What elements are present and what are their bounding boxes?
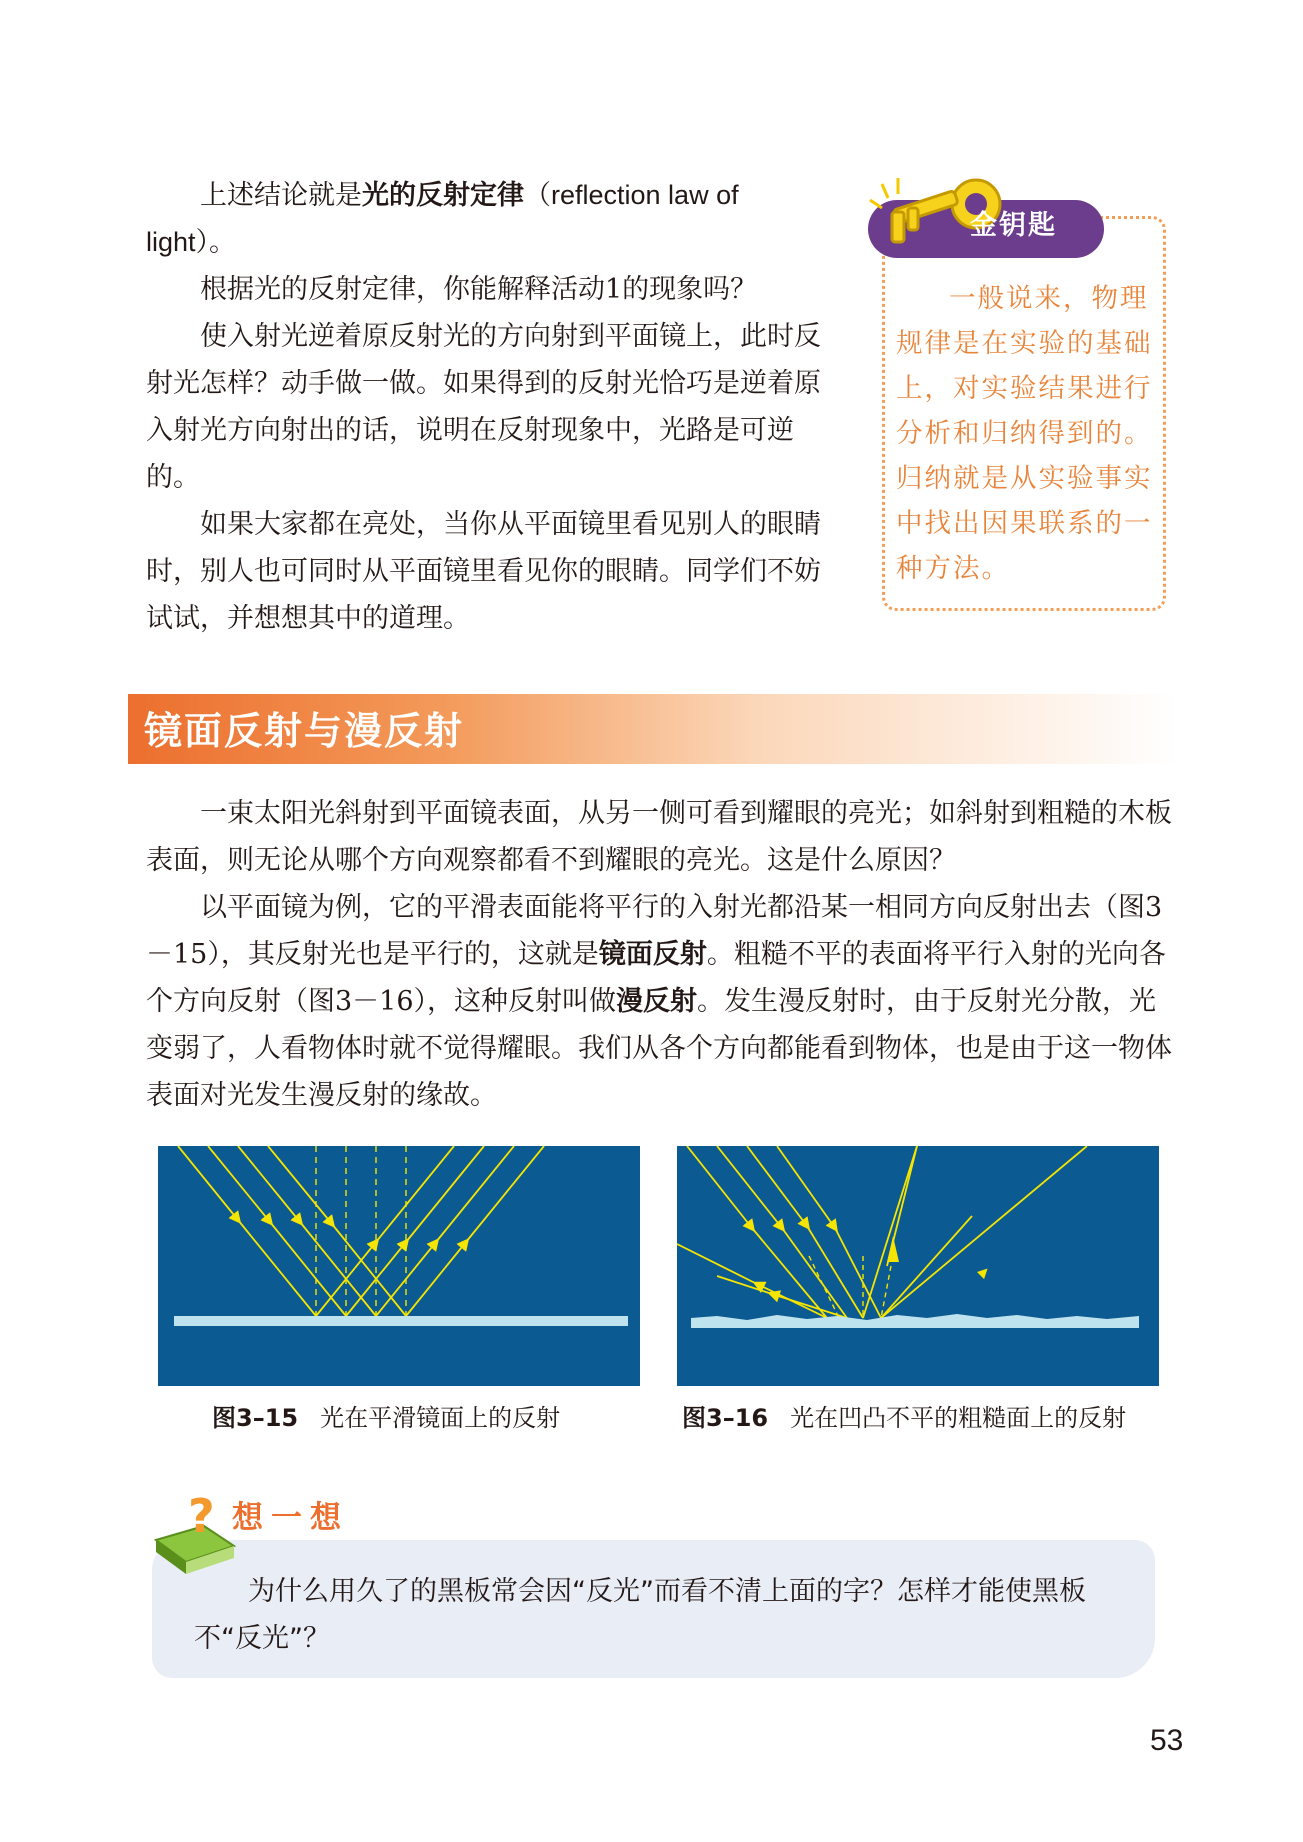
figure-specular-reflection (158, 1146, 640, 1386)
figure-diffuse-reflection (677, 1146, 1159, 1386)
term-diffuse-reflection: 漫反射 (616, 986, 698, 1017)
reflected-ray-arrow (887, 1236, 899, 1262)
incident-ray (747, 1146, 807, 1226)
incident-ray (777, 1146, 835, 1228)
incident-ray (268, 1146, 332, 1224)
side-note-text: 一般说来，物理规律是在实验的基础上，对实验结果进行分析和归纳得到的。归纳就是从实验事实中找出因果联系的一种方法。 (896, 283, 1153, 584)
svg-text:?: ? (188, 1489, 215, 1543)
smooth-mirror-surface (174, 1316, 628, 1326)
paragraph-eyes: 如果大家都在亮处，当你从平面镜里看见别人的眼睛时，别人也可同时从平面镜里看见你的眼睛。同学们不妨试试，并想想其中的道理。 (146, 509, 821, 634)
section-title: 镜面反射与漫反射 (144, 709, 465, 753)
reflected-ray (406, 1242, 466, 1316)
incident-ray (687, 1146, 752, 1228)
paragraph-reflection-law: 上述结论就是光的反射定律（reflection law of light）。 (146, 180, 739, 258)
section-text (146, 790, 1176, 1119)
reflected-ray-arrow (977, 1265, 991, 1279)
term-specular-reflection: 镜面反射 (598, 939, 707, 970)
paragraph-question: 根据光的反射定律，你能解释活动1的现象吗？ (200, 274, 758, 305)
side-note-label: 金钥匙 (970, 210, 1057, 241)
reflected-ray (677, 1244, 757, 1284)
paragraph-sunlight: 一束太阳光斜射到平面镜表面，从另一侧可看到耀眼的亮光；如斜射到粗糙的木板表面，则无论从哪个方向观察都看不到耀眼的亮光。这是什么原因？ (146, 798, 1172, 876)
think-title: 想一想 (232, 1500, 349, 1536)
rough-surface (691, 1314, 1139, 1328)
incident-ray (717, 1146, 782, 1228)
paragraph-reversible: 使入射光逆着原反射光的方向射到平面镜上，此时反射光怎样？动手做一做。如果得到的反射光恰巧是逆着原入射光方向射出的话，说明在反射现象中，光路是可逆的。 (146, 321, 821, 493)
term-reflection-law: 光的反射定律 (362, 180, 524, 211)
incident-ray (238, 1146, 300, 1222)
incident-ray (178, 1146, 238, 1220)
figure-3-16-caption: 图3–16 光在凹凸不平的粗糙面上的反射 (682, 1404, 1127, 1432)
page-number: 53 (1150, 1724, 1184, 1757)
paragraph-specular-diffuse: 以平面镜为例，它的平滑表面能将平行的入射光都沿某一相同方向反射出去（图3－15），其反射光也是平行的，这就是镜面反射。粗糙不平的表面将平行入射的光向各个方向反射（图3－16），这种反射叫做漫反射。发生漫反射时，由于反射光分散，光变弱了，人看物体时就不觉得耀眼。我们从各个方向都能看到物体，也是由于这一物体表面对光发生漫反射的缘故。 (146, 892, 1172, 1111)
top-text (146, 172, 836, 642)
think-text: 为什么用久了的黑板常会因“反光”而看不清上面的字？怎样才能使黑板不“反光”？ (194, 1576, 1086, 1654)
incident-ray (208, 1146, 270, 1222)
english-term: （reflection law of light） (146, 180, 739, 257)
figure-3-15-caption: 图3–15 光在平滑镜面上的反射 (212, 1404, 561, 1432)
